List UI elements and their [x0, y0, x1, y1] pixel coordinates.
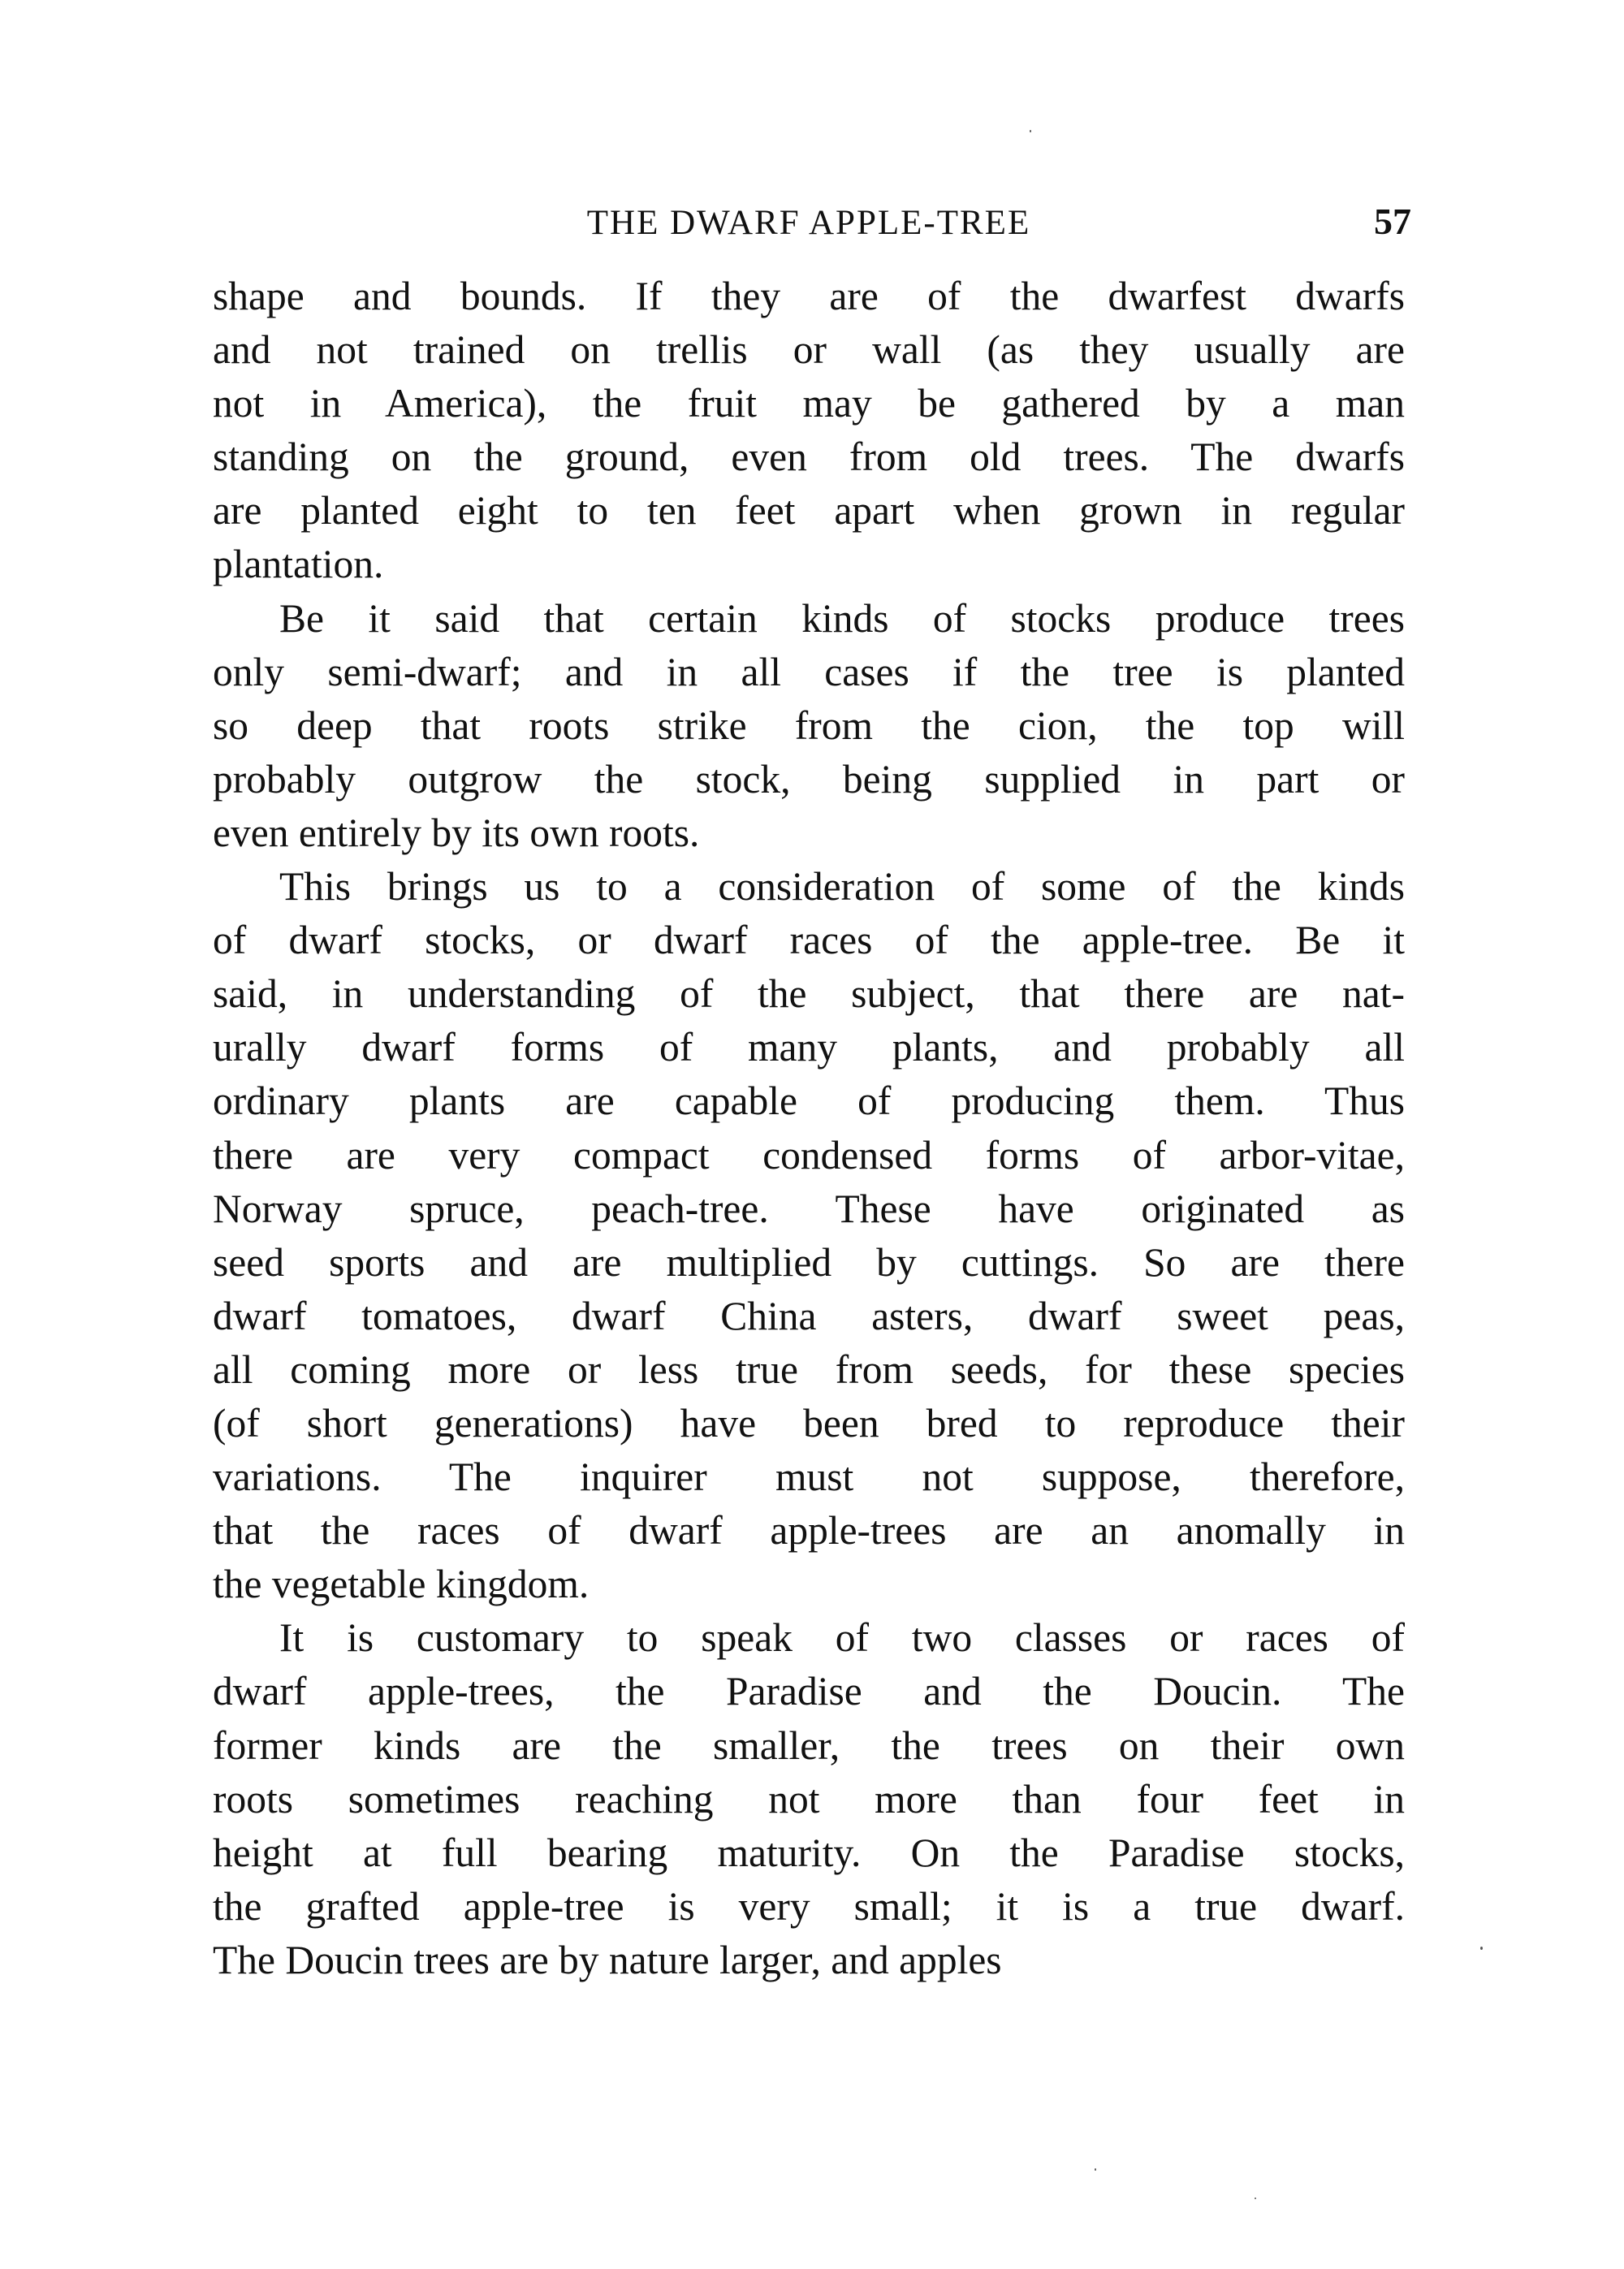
text-line: standing on the ground, even from old trees. The dwarfs — [213, 434, 1405, 480]
text-line: height at full bearing maturity. On the Paradise stocks, — [213, 1830, 1405, 1875]
text-line: that the races of dwarf apple-trees are an anomally in — [213, 1508, 1405, 1554]
text-line: ordinary plants are capable of producing them. Thus — [213, 1078, 1405, 1124]
text-line: variations. The inquirer must not suppose, therefore, — [213, 1454, 1405, 1500]
running-title: THE DWARF APPLE-TREE — [586, 204, 1031, 242]
text-line: said, in understanding of the subject, that there are nat- — [213, 971, 1405, 1017]
paragraph — [213, 1611, 1405, 1987]
text-line: only semi-dwarf; and in all cases if the tree is planted — [213, 649, 1405, 694]
text-line: This brings us to a consideration of some of the kinds — [279, 864, 1405, 910]
text-line: plantation. — [213, 542, 384, 587]
text-line: roots sometimes reaching not more than four feet in — [213, 1776, 1405, 1822]
text-line: not in America), the fruit may be gathered by a man — [213, 381, 1405, 426]
body-text — [213, 270, 1405, 1987]
paragraph — [213, 860, 1405, 1611]
text-line: shape and bounds. If they are of the dwarfest dwarfs — [213, 274, 1405, 318]
text-line: even entirely by its own roots. — [213, 810, 700, 855]
text-line: of dwarf stocks, or dwarf races of the apple-tree. Be it — [213, 918, 1405, 963]
text-line: the grafted apple-tree is very small; it is a true dwarf. — [213, 1883, 1405, 1929]
scan-speck — [1095, 2168, 1096, 2171]
text-line: and not trained on trellis or wall (as they usually are — [213, 327, 1405, 373]
text-line: there are very compact condensed forms of arbor-vitae, — [213, 1132, 1405, 1178]
text-line: Norway spruce, peach-tree. These have originated as — [213, 1186, 1405, 1231]
text-line: former kinds are the smaller, the trees on their own — [213, 1722, 1405, 1768]
text-line: the vegetable kingdom. — [213, 1562, 590, 1607]
text-line: urally dwarf forms of many plants, and probably all — [213, 1025, 1405, 1070]
text-line: dwarf apple-trees, the Paradise and the Doucin. The — [213, 1669, 1405, 1714]
text-line: The Doucin trees are by nature larger, and apples — [213, 1937, 1002, 1982]
text-line: probably outgrow the stock, being supplied in part or — [213, 756, 1405, 802]
scan-speck — [1255, 2198, 1256, 2199]
scan-speck — [1030, 130, 1031, 132]
text-line: It is customary to speak of two classes or races of — [279, 1615, 1405, 1661]
text-line: seed sports and are multiplied by cuttings. So are there — [213, 1239, 1405, 1285]
text-line: all coming more or less true from seeds, for these species — [213, 1346, 1405, 1392]
text-line: (of short generations) have been bred to reproduce their — [213, 1400, 1405, 1446]
text-line: dwarf tomatoes, dwarf China asters, dwarf sweet peas, — [213, 1293, 1405, 1338]
text-line: are planted eight to ten feet apart when grown in regular — [213, 488, 1405, 534]
running-head — [213, 193, 1411, 250]
text-line: so deep that roots strike from the cion, the top will — [213, 702, 1405, 748]
paragraph — [213, 592, 1405, 860]
scan-speck — [1480, 1947, 1483, 1950]
text-line: Be it said that certain kinds of stocks produce trees — [279, 595, 1405, 641]
page-number: 57 — [1374, 201, 1411, 242]
paragraph — [213, 270, 1405, 592]
